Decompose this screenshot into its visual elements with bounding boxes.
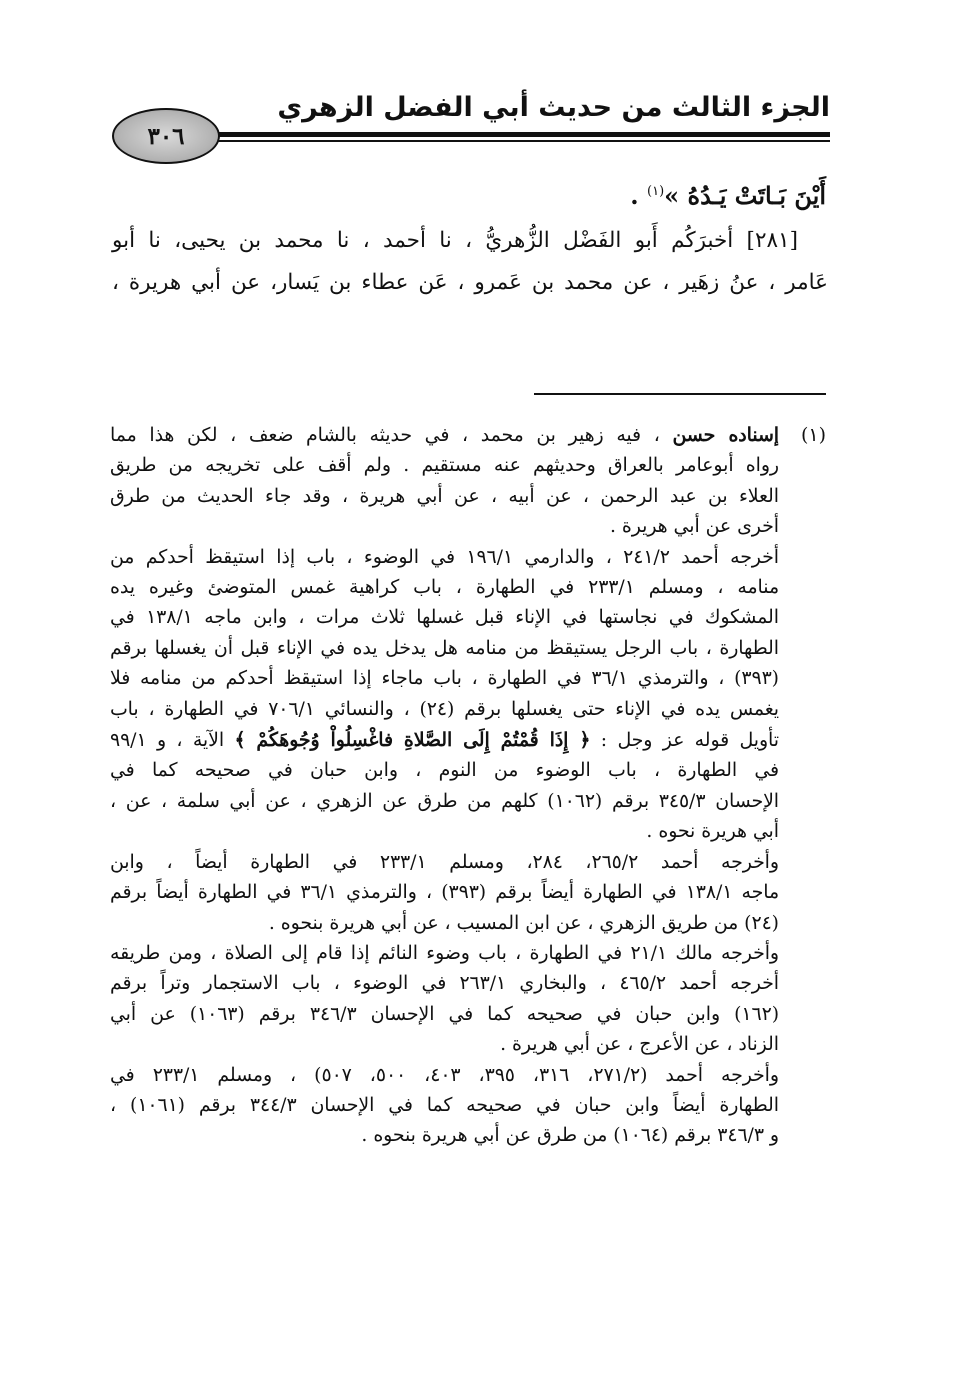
footnote-body [110, 420, 779, 1152]
footnote-line [110, 725, 779, 756]
footnote-line: يغمس يده في الإناء حتى يغسلها برقم (٢٤) ، والنسائي ٧٠٦/١ في الطهارة ، باب [110, 698, 779, 720]
footnote-line-text: ، فيه زهير بن محمد ، في حديثه بالشام ضعف ، لكن هذا مما [110, 425, 673, 446]
hadith-end-text: أَيْنَ بَـاتَتْ يَـدُهُ » [664, 181, 826, 210]
quran-verse: ﴿ إِذَا قُمْتُمْ إِلَى الصَّلاةِ فاغْسِلُواْ وُجُوهَكُمْ ﴾ [234, 729, 591, 752]
footnote-line: أخرى عن أبي هريرة . [609, 516, 779, 538]
header-rule-thin [200, 140, 830, 142]
footnote-line: الطهارة أيضاً وابن حبان في صحيحه كما في الإحسان ٣٤٤/٣ برقم (١٠٦١) ، [110, 1094, 780, 1116]
footnote-line: الإحسان ٣٤٥/٣ برقم (١٠٦٢) كلهم من طرق عن الزهري ، عن أبي سلمة ، عن ، [110, 790, 780, 812]
page-header [112, 88, 830, 168]
hadith-line: [٢٨١] أخبرَكُم أَبو الفَضْل الزُّهريُّ ، نا أحمد ، نا محمد بن يحيى، نا أبو [112, 228, 798, 253]
hadith-continuation [126, 172, 826, 216]
footnote-marker: (١) [800, 424, 826, 446]
footnote-line: وأخرجه مالك ٢١/١ في الطهارة ، باب وضوء النائم إذا قام إلى الصلاة ، ومن طريقه [110, 942, 779, 964]
quran-suffix: الآية ، و ٩٩/١ [110, 730, 235, 752]
hadith-281 [112, 220, 828, 304]
footnote-line: رواه أبوعامر بالعراق وحديثهم عنه مستقيم . ولم أقف على تخريجه من طريق [110, 455, 779, 477]
footnote-line: منامه ، ومسلم ٢٣٣/١ في الطهارة ، باب كراهية غمس المتوضئ وغيره يده [110, 577, 780, 599]
grading-label: إسناده حسن [672, 424, 779, 446]
hadith-line: عَامر ، عنُ زهَير ، عن محمد بن عَمرو ، عَن عطاء بن يَسار، عن أبي هريرة ، [112, 270, 828, 295]
footnote-line: وأخرجه أحمد ٢٦٥/٢، ٢٨٤، ومسلم ٢٣٣/١ في الطهارة أيضاً ، وابن [110, 851, 779, 873]
page-number-badge [112, 108, 220, 164]
footnote-line: وأخرجه أحمد (٢٧١/٢، ٣١٦، ٣٩٥، ٤٠٣، ٥٠٠، ٥٠٧) ، ومسلم ٢٣٣/١ في [110, 1064, 779, 1086]
running-title: الجزء الثالث من حديث أبي الفضل الزهري [277, 92, 830, 123]
footnote-line: ماجه ١٣٨/١ في الطهارة أيضاً برقم (٣٩٣) ، والترمذي ٣٦/١ في الطهارة أيضاً برقم [110, 882, 780, 904]
footnote-line: (١٦٢) وابن حبان في صحيحه كما في الإحسان ٣٤٦/٣ برقم (١٠٦٣) عن أبي [110, 1003, 780, 1025]
footnote-line: الزناد ، عن الأعرج ، عن أبي هريرة . [500, 1034, 779, 1056]
footnote-line: و ٣٤٦/٣ برقم (١٠٦٤) من طرق عن أبي هريرة بنحوه . [361, 1125, 779, 1147]
page-number: ٣٠٦ [147, 122, 185, 150]
footnote-line: العلاء بن عبد الرحمن ، عن أبيه ، عن أبي هريرة ، وقد جاء الحديث من طرق [110, 485, 779, 507]
footnote-line: المشكوك في نجاستها في الإناء قبل غسلها ثلاث مرات ، وابن ماجه ١٣٨/١ في [110, 607, 779, 629]
hadith-end-tail: . [630, 181, 648, 210]
footnote-line: في الطهارة ، باب الوضوء من النوم ، وابن حبان في صحيحه كما في [110, 760, 779, 782]
quran-prefix: تأويل قوله عز وجل : [590, 730, 779, 752]
footnote-line: (٢٤) من طريق الزهري ، عن ابن المسيب ، عن أبي هريرة بنحوه . [268, 912, 779, 934]
footnote-line: أخرجه أحمد ٢٤١/٢ ، والدارمي ١٩٦/١ في الوضوء ، باب إذا استيقظ أحدكم من [110, 546, 779, 568]
footnote-line: أبي هريرة نحوه . [646, 821, 779, 843]
header-rule-thick [200, 132, 830, 137]
footnote-line: (٣٩٣) ، والترمذي ٣٦/١ في الطهارة ، باب ماجاء إذا استيقظ أحدكم من منامه فلا [110, 668, 779, 690]
footnote-line: الطهارة ، باب الرجل يستيقظ من منامه هل يدخل يده في الإناء قبل أن يغسلها برقم [110, 637, 779, 659]
footnote-reference: (١) [647, 184, 665, 199]
footnote-line [110, 420, 779, 451]
footnote-separator [534, 393, 826, 395]
footnote-line: أخرجه أحمد ٤٦٥/٢ ، والبخاري ٢٦٣/١ في الوضوء ، باب الاستجمار وتراً برقم [110, 973, 780, 995]
